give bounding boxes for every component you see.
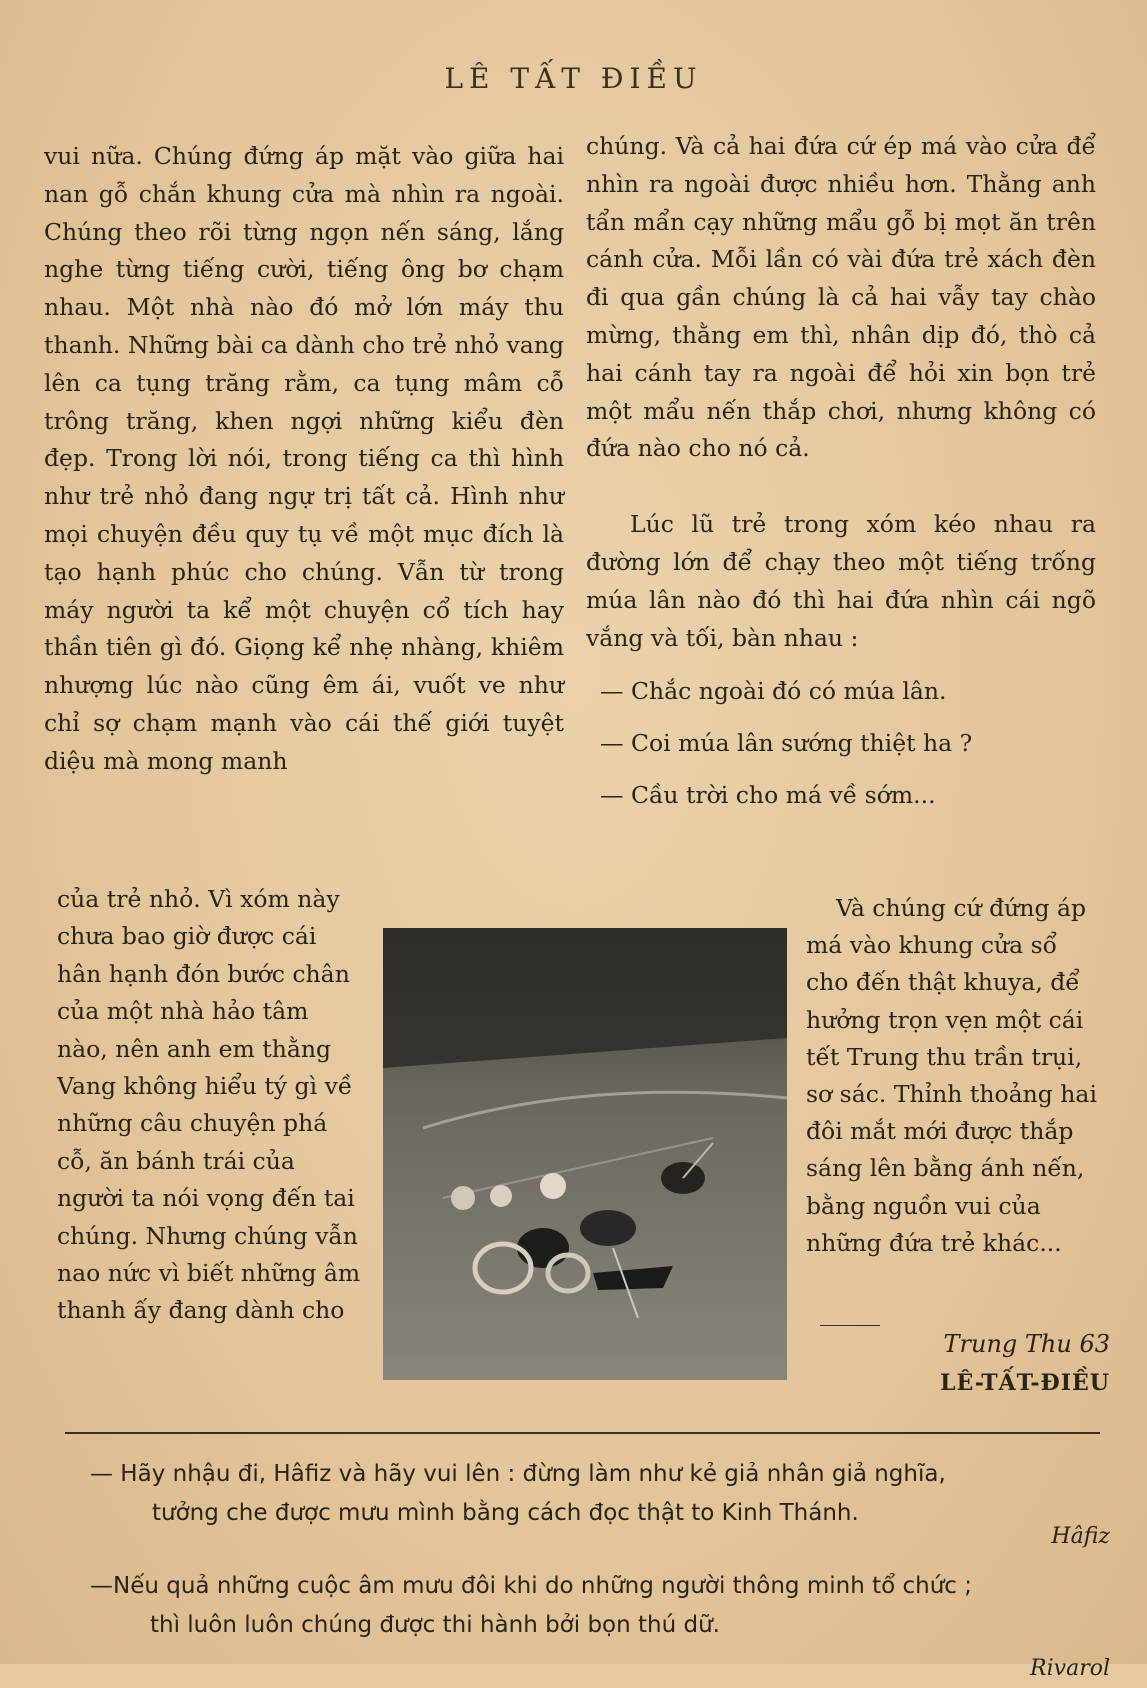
wrap-right-text: Và chúng cứ đứng áp má vào khung cửa sổ cho đến thật khuya, để hưởng trọn vẹn một cái tết Trung thu trần trụi, sơ sác. Thỉnh thoảng hai đôi mắt mới được thắp sáng lên bằng ánh nến, bằng nguồn vui của những đứa trẻ khác... (806, 894, 1097, 1257)
quote (90, 1455, 1110, 1549)
quote-attribution: Hâfiz (1051, 1524, 1110, 1549)
dialog-line: — Cầu trời cho má về sớm... (600, 780, 936, 809)
right-paragraph-1: chúng. Và cả hai đứa cứ ép má vào cửa để nhìn ra ngoài được nhiều hơn. Thằng anh tẩn mẩn cạy những mẩu gỗ bị mọt ăn trên cánh cửa. Mỗi lần có vài đứa trẻ xách đèn đi qua gần chúng là cả hai vẫy tay chào mừng, thằng em thì, nhân dịp đó, thò cả hai cánh tay ra ngoài để hỏi xin bọn trẻ một mẩu nến thắp chơi, nhưng không có đứa nào cho nó cả. (586, 132, 1096, 463)
closing-dash (820, 1325, 880, 1326)
wrap-right-column (806, 890, 1106, 1262)
wrap-left-text: của trẻ nhỏ. Vì xóm này chưa bao giờ được cái hân hạnh đón bước chân của một nhà hảo tâm nào, nên anh em thằng Vang không hiểu tý gì về những câu chuyện phá cỗ, ăn bánh trái của người ta nói vọng đến tai chúng. Nhưng chúng vẫn nao nức vì biết những âm thanh ấy đang dành cho (57, 885, 361, 1325)
page-header: LÊ TẤT ĐIỀU (444, 62, 703, 95)
photograph-image (383, 928, 787, 1380)
quote-line: tưởng che được mưu mình bằng cách đọc thật to Kinh Thánh. (152, 1500, 859, 1526)
left-column-text: vui nữa. Chúng đứng áp mặt vào giữa hai nan gỗ chắn khung cửa mà nhìn ra ngoài. Chúng theo rõi từng ngọn nến sáng, lắng nghe từng tiếng cười, tiếng ông bơ chạm nhau. Một nhà nào đó mở lớn máy thu thanh. Những bài ca dành cho trẻ nhỏ vang lên ca tụng trăng rằm, ca tụng mâm cỗ trông trăng, khen ngợi những kiểu đèn đẹp. Trong lời nói, trong tiếng ca thì hình như trẻ nhỏ đang ngự trị tất cả. Hình như mọi chuyện đều quy tụ về một mục đích là tạo hạnh phúc cho chúng. Vẫn từ trong máy người ta kể một chuyện cổ tích hay thần tiên gì đó. Giọng kể nhẹ nhàng, khiêm nhượng lúc nào cũng êm ái, vuốt ve như chỉ sợ chạm mạnh vào cái thế giới tuyệt diệu mà mong manh (44, 142, 564, 775)
dialog-line: — Coi múa lân sướng thiệt ha ? (600, 729, 973, 758)
section-divider (65, 1432, 1100, 1434)
signoff-author: LÊ-TẤT-ĐIỀU (940, 1370, 1110, 1396)
signoff-date: Trung Thu 63 (943, 1330, 1110, 1358)
quote (90, 1567, 1110, 1681)
dialog-line: — Chắc ngoài đó có múa lân. (600, 677, 947, 706)
paragraph-gap (586, 468, 1096, 506)
wrap-left-column (57, 881, 362, 1330)
quotes-section (90, 1455, 1110, 1681)
quote-line: thì luôn luôn chúng được thi hành bởi bọn thú dữ. (150, 1612, 720, 1638)
quote-line: — Hãy nhậu đi, Hâfiz và hãy vui lên : đừng làm như kẻ giả nhân giả nghĩa, (90, 1461, 946, 1487)
quote-attribution: Rivarol (1030, 1656, 1110, 1681)
quote-line: —Nếu quả những cuộc âm mưu đôi khi do những người thông minh tổ chức ; (90, 1573, 972, 1599)
photograph (383, 928, 787, 1380)
right-column (586, 128, 1096, 815)
left-column (44, 138, 564, 781)
right-paragraph-2: Lúc lũ trẻ trong xóm kéo nhau ra đường lớn để chạy theo một tiếng trống múa lân nào đó thì hai đứa nhìn cái ngõ vắng và tối, bàn nhau : (586, 510, 1096, 652)
